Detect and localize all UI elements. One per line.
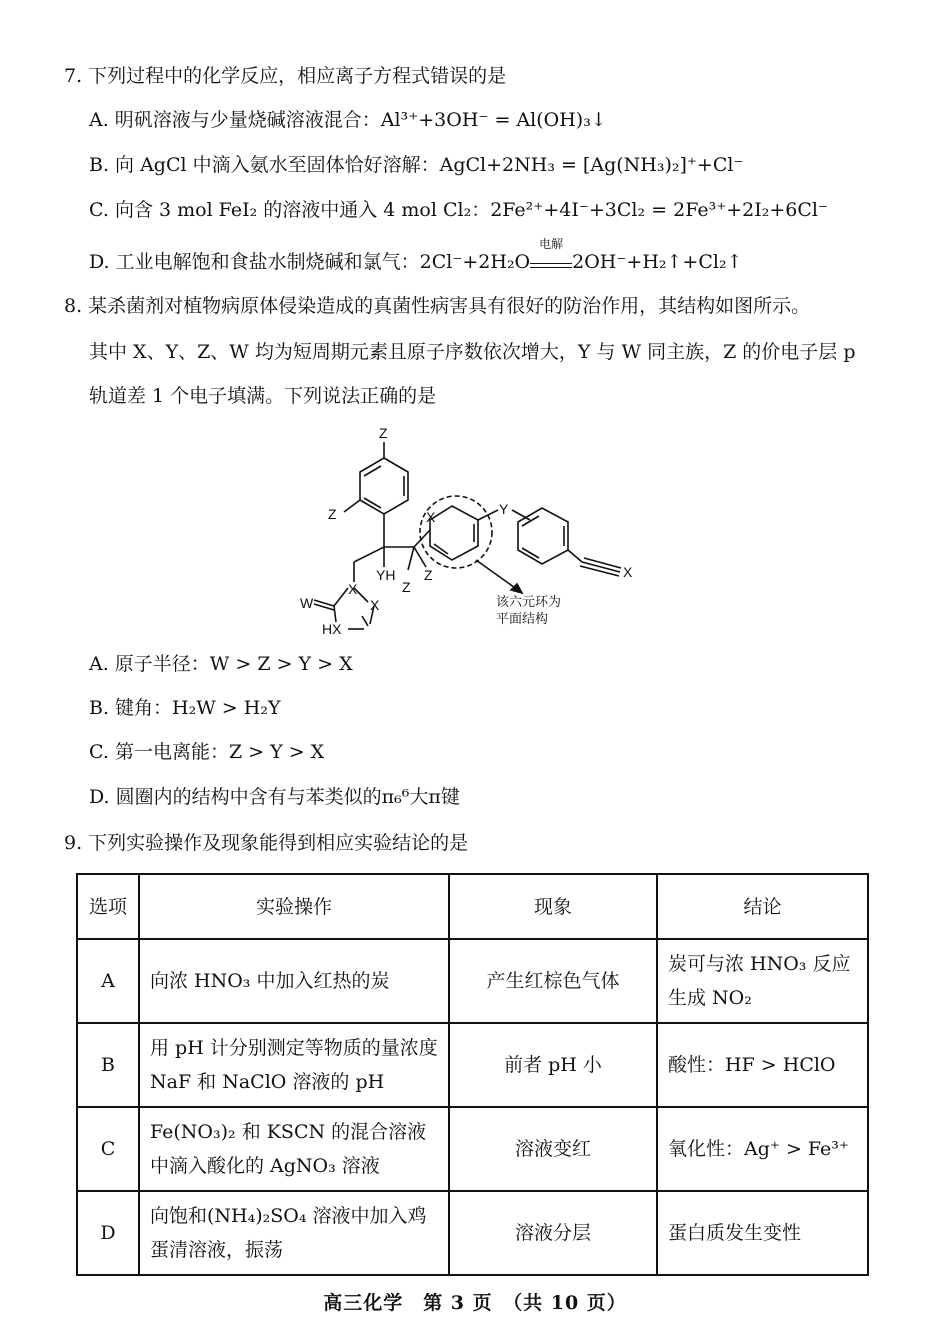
q8-option-c: C. 第一电离能：Z > Y > X xyxy=(89,741,325,763)
atom-label-y-bridge: Y xyxy=(499,501,509,517)
row-conclusion: 酸性：HF > HClO xyxy=(657,1023,868,1107)
pyridine-ring xyxy=(430,506,478,560)
atom-label-x-ring2: X xyxy=(370,597,380,613)
row-conclusion: 蛋白质发生变性 xyxy=(657,1191,868,1275)
q7-option-c: C. 向含 3 mol FeI₂ 的溶液中通入 4 mol Cl₂：2Fe²⁺+4I⁻+3Cl₂ = 2Fe³⁺+2I₂+6Cl⁻ xyxy=(89,199,829,221)
q8-stem-line3: 轨道差 1 个电子填满。下列说法正确的是 xyxy=(89,385,437,407)
triple-bond xyxy=(580,558,621,576)
row-conclusion: 氧化性：Ag⁺ > Fe³⁺ xyxy=(657,1107,868,1191)
experiment-table xyxy=(76,873,869,1276)
group-label-hx: HX xyxy=(322,621,342,637)
row-option: D xyxy=(77,1191,139,1275)
bond-c1-ch2 xyxy=(354,547,384,562)
table-header-row xyxy=(77,874,868,939)
bond-c2-z1 xyxy=(408,547,414,570)
row-operation: 用 pH 计分别测定等物质的量浓度 NaF 和 NaClO 溶液的 pH xyxy=(139,1023,449,1107)
annotation-line1: 该六元环为 xyxy=(496,594,562,609)
bond-ring-y xyxy=(478,510,498,520)
row-phenomenon: 溶液变红 xyxy=(449,1107,657,1191)
header-phenomenon: 现象 xyxy=(449,874,657,939)
q7-option-d-prefix: D. 工业电解饱和食盐水制烧碱和氯气：2Cl⁻+2H₂O xyxy=(89,251,531,273)
q7-option-b: B. 向 AgCl 中滴入氨水至固体恰好溶解：AgCl+2NH₃ = [Ag(NH₃)₂]⁺+Cl⁻ xyxy=(89,154,744,176)
q9-stem: 9. 下列实验操作及现象能得到相应实验结论的是 xyxy=(64,832,469,854)
bond-ring-c xyxy=(568,550,582,562)
benzene-ring-right xyxy=(518,508,568,564)
table-row xyxy=(77,1023,868,1107)
atom-label-x-nitrile: X xyxy=(623,564,633,580)
row-operation: Fe(NO₃)₂ 和 KSCN 的混合溶液中滴入酸化的 AgNO₃ 溶液 xyxy=(139,1107,449,1191)
table-row xyxy=(77,1107,868,1191)
row-conclusion: 炭可与浓 HNO₃ 反应生成 NO₂ xyxy=(657,939,868,1023)
electrolysis-equals-sign xyxy=(530,237,572,276)
atom-label-z-c2a: Z xyxy=(402,579,411,595)
annotation-line2: 平面结构 xyxy=(496,611,549,626)
page-footer: 高三化学 第 3 页 （共 10 页） xyxy=(323,1292,627,1314)
electrolysis-label: 电解 xyxy=(539,237,564,251)
atom-label-z-left: Z xyxy=(328,506,337,522)
molecular-structure-figure xyxy=(290,422,660,647)
annotation-arrow-line xyxy=(476,560,518,590)
atom-label-z-c2b: Z xyxy=(424,567,433,583)
header-conclusion: 结论 xyxy=(657,874,868,939)
row-option: A xyxy=(77,939,139,1023)
table-row xyxy=(77,939,868,1023)
q8-stem-line1: 8. 某杀菌剂对植物病原体侵染造成的真菌性病害具有很好的防治作用，其结构如图所示。 xyxy=(64,295,811,317)
table-row xyxy=(77,1191,868,1275)
q7-option-d-suffix: 2OH⁻+H₂↑+Cl₂↑ xyxy=(572,251,743,273)
q7-option-a: A. 明矾溶液与少量烧碱溶液混合：Al³⁺+3OH⁻ = Al(OH)₃↓ xyxy=(89,109,607,131)
q7-option-d xyxy=(89,237,743,276)
q8-stem-line2: 其中 X、Y、Z、W 均为短周期元素且原子序数依次增大，Y 与 W 同主族，Z 的价电子层 p xyxy=(89,341,856,363)
atom-label-x-circled: X xyxy=(426,509,436,525)
header-operation: 实验操作 xyxy=(139,874,449,939)
bond-left-z xyxy=(344,500,360,512)
row-option: C xyxy=(77,1107,139,1191)
q8-option-b: B. 键角：H₂W > H₂Y xyxy=(89,697,281,719)
atom-label-z-top: Z xyxy=(379,425,388,441)
row-phenomenon: 产生红棕色气体 xyxy=(449,939,657,1023)
row-phenomenon: 前者 pH 小 xyxy=(449,1023,657,1107)
row-operation: 向饱和(NH₄)₂SO₄ 溶液中加入鸡蛋清溶液，振荡 xyxy=(139,1191,449,1275)
bond-y-ring xyxy=(512,510,530,520)
row-operation: 向浓 HNO₃ 中加入红热的炭 xyxy=(139,939,449,1023)
row-option: B xyxy=(77,1023,139,1107)
bond-c2-z2 xyxy=(414,547,426,567)
q7-stem: 7. 下列过程中的化学反应，相应离子方程式错误的是 xyxy=(64,65,507,87)
row-phenomenon: 溶液分层 xyxy=(449,1191,657,1275)
benzene-ring-top xyxy=(360,458,408,514)
group-label-yh: YH xyxy=(376,567,396,583)
q8-option-d: D. 圆圈内的结构中含有与苯类似的π₆⁶大π键 xyxy=(89,786,460,808)
atom-label-w: W xyxy=(300,595,314,611)
atom-label-x-ring1: X xyxy=(348,581,358,597)
q8-option-a: A. 原子半径：W > Z > Y > X xyxy=(89,653,353,675)
header-option: 选项 xyxy=(77,874,139,939)
